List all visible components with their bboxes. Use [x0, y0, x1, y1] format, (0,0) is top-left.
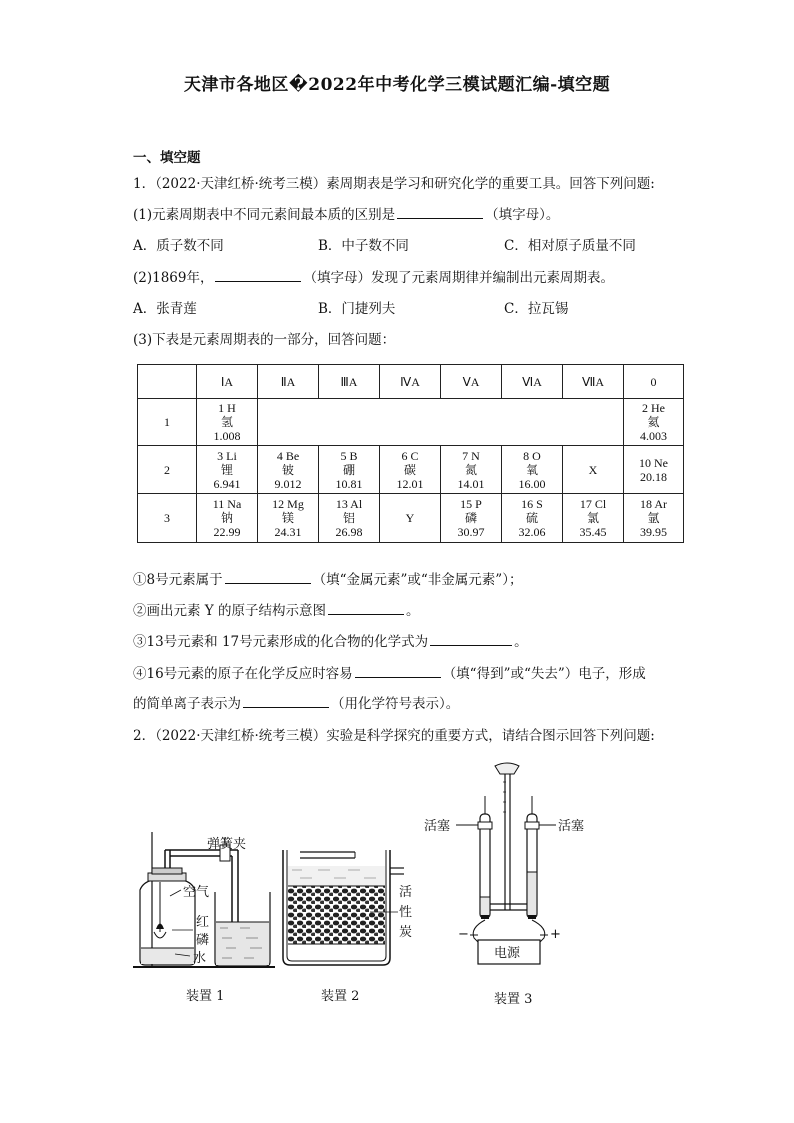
document-title: 天津市各地区�2022年中考化学三模试题汇编-填空题 — [183, 75, 611, 95]
activated-carbon-label-2: 性 — [399, 905, 413, 920]
element-symbol: 3 Li — [217, 448, 237, 463]
element-name: 氧 — [525, 462, 538, 477]
q1-part1-option-b: B．中子数不同 — [318, 238, 409, 254]
element-symbol: 13 Al — [335, 497, 363, 511]
element-mass: 20.18 — [640, 469, 667, 484]
element-cell — [319, 494, 380, 543]
apparatus-diagram — [0, 752, 794, 1012]
q1-part2-option-c: C．拉瓦锡 — [504, 301, 569, 317]
element-name: 碳 — [403, 462, 416, 477]
group-header: ⅡA — [258, 365, 319, 399]
element-cell — [197, 399, 258, 446]
element-symbol: 8 O — [523, 448, 541, 463]
q1-sub5-suffix: （用化学符号表示）。 — [331, 696, 460, 712]
red-phosphorus-label-1: 红 — [196, 915, 210, 930]
answer-blank[interactable] — [328, 602, 404, 615]
table-corner — [138, 365, 197, 399]
element-cell — [441, 446, 502, 494]
element-name: 磷 — [464, 511, 477, 525]
element-cell — [563, 446, 624, 494]
group-header: ⅣA — [380, 365, 441, 399]
element-cell — [502, 494, 563, 543]
spring-clip-label: 弹簧夹 — [207, 837, 247, 852]
element-cell — [563, 494, 624, 543]
q1-part2-text: (2)1869年， — [133, 270, 214, 286]
period-label: 2 — [138, 446, 197, 494]
element-mass: 39.95 — [640, 525, 667, 539]
element-cell — [380, 494, 441, 543]
answer-blank[interactable] — [243, 695, 329, 708]
period-label: 1 — [138, 399, 197, 446]
element-cell — [624, 399, 684, 446]
element-symbol: 11 Na — [212, 497, 242, 511]
answer-blank[interactable] — [225, 571, 311, 584]
element-name: 铍 — [281, 462, 294, 477]
water-label: 水 — [193, 951, 207, 966]
element-symbol: 1 H — [218, 401, 236, 415]
q1-sub5 — [133, 692, 459, 712]
valve-right-label: 活塞 — [558, 819, 585, 834]
air-label: 空气 — [183, 885, 210, 900]
device-3 — [424, 763, 584, 964]
element-cell — [319, 446, 380, 494]
q1-sub3-text: ③13号元素和 17号元素形成的化合物的化学式为 — [133, 634, 429, 650]
element-cell — [624, 494, 684, 543]
element-symbol: 15 P — [460, 497, 482, 511]
element-cell — [441, 494, 502, 543]
element-symbol: 2 He — [642, 401, 665, 415]
element-symbol: 6 C — [401, 448, 419, 463]
element-cell — [380, 446, 441, 494]
element-symbol: 12 Mg — [272, 497, 304, 511]
element-cell — [197, 446, 258, 494]
group-header: ⅤA — [441, 365, 502, 399]
element-symbol: Y — [405, 511, 415, 525]
q1-part2 — [133, 266, 614, 286]
element-mass: 1.008 — [213, 429, 241, 443]
element-name: 氩 — [647, 511, 660, 525]
element-mass: 9.012 — [274, 476, 302, 491]
q1-part1-suffix: （填字母）。 — [485, 207, 560, 223]
element-name: 铝 — [342, 511, 355, 525]
element-cell — [258, 446, 319, 494]
element-mass: 4.003 — [640, 429, 667, 443]
group-header: ⅢA — [319, 365, 380, 399]
element-symbol: 5 B — [340, 448, 358, 463]
answer-blank[interactable] — [355, 665, 441, 678]
q1-part3: (3)下表是元素周期表的一部分，回答问题： — [133, 332, 396, 348]
element-mass: 24.31 — [274, 525, 302, 539]
element-name: 氢 — [220, 415, 233, 429]
positive-terminal-label: + — [550, 927, 561, 942]
device-1-caption: 装置 1 — [186, 989, 225, 1004]
element-name: 镁 — [281, 511, 294, 525]
element-mass: 14.01 — [457, 476, 485, 491]
element-mass: 6.941 — [213, 476, 241, 491]
element-name: 锂 — [220, 462, 233, 477]
valve-left-label: 活塞 — [424, 819, 451, 834]
answer-blank[interactable] — [430, 633, 512, 646]
periodic-table — [137, 364, 684, 543]
element-mass: 32.06 — [518, 525, 546, 539]
element-mass: 35.45 — [579, 525, 607, 539]
q1-sub5-text: 的简单离子表示为 — [133, 696, 241, 712]
element-symbol: 17 Cl — [579, 497, 607, 511]
element-mass: 16.00 — [518, 476, 546, 491]
q1-part1-option-c: C．相对原子质量不同 — [504, 238, 636, 254]
element-symbol: X — [588, 462, 598, 477]
q1-sub1-suffix: （填“金属元素”或“非金属元素”）； — [312, 572, 523, 588]
activated-carbon-label-3: 炭 — [399, 925, 413, 940]
element-cell — [197, 494, 258, 543]
q1-stem: 1．（2022·天津红桥·统考三模）素周期表是学习和研究化学的重要工具。回答下列问题: — [133, 176, 655, 192]
q1-sub4-text: ④16号元素的原子在化学反应时容易 — [133, 666, 353, 682]
element-symbol: 18 Ar — [640, 497, 667, 511]
element-name: 硼 — [342, 462, 355, 477]
q1-sub2-text: ②画出元素 Y 的原子结构示意图 — [133, 603, 326, 619]
red-phosphorus-label-2: 磷 — [196, 933, 210, 948]
q1-sub4 — [133, 662, 646, 682]
device-2-caption: 装置 2 — [321, 989, 360, 1004]
device-1 — [133, 832, 275, 967]
power-supply-label: 电源 — [494, 946, 521, 961]
table-gap — [258, 399, 624, 446]
element-mass: 30.97 — [457, 525, 485, 539]
element-mass: 22.99 — [213, 525, 241, 539]
q1-part2-suffix: （填字母）发现了元素周期律并编制出元素周期表。 — [303, 270, 614, 286]
element-symbol: 7 N — [462, 448, 480, 463]
element-name: 氦 — [647, 415, 660, 429]
q1-sub1-text: ①8号元素属于 — [133, 572, 223, 588]
device-3-caption: 装置 3 — [494, 992, 533, 1007]
q1-sub4-suffix: （填“得到”或“失去”）电子，形成 — [442, 666, 646, 682]
q1-sub3 — [133, 630, 528, 650]
q1-sub2 — [133, 599, 420, 619]
element-name: 氮 — [464, 462, 477, 477]
element-name: 氯 — [586, 511, 599, 525]
q1-part1 — [133, 203, 559, 223]
q1-part1-option-a: A．质子数不同 — [133, 238, 224, 254]
device-2 — [283, 850, 412, 965]
element-symbol: 10 Ne — [639, 455, 668, 470]
group-header: ⅠA — [197, 365, 258, 399]
group-header: ⅥA — [502, 365, 563, 399]
q1-sub1 — [133, 568, 522, 588]
element-symbol: 16 S — [521, 497, 543, 511]
answer-blank[interactable] — [215, 269, 301, 282]
q1-sub3-suffix: 。 — [514, 634, 528, 650]
q1-part2-option-b: B．门捷列夫 — [318, 301, 396, 317]
element-symbol: 4 Be — [276, 448, 300, 463]
element-cell — [624, 446, 684, 494]
q2-stem: 2．（2022·天津红桥·统考三模）实验是科学探究的重要方式，请结合图示回答下列问题: — [133, 728, 655, 744]
q1-part2-option-a: A．张青莲 — [133, 301, 197, 317]
element-cell — [502, 446, 563, 494]
group-header: ⅦA — [563, 365, 624, 399]
element-cell — [258, 494, 319, 543]
group-header: 0 — [624, 365, 684, 399]
q1-part1-text: (1)元素周期表中不同元素间最本质的区别是 — [133, 207, 396, 223]
negative-terminal-label: − — [458, 927, 469, 942]
element-name: 硫 — [525, 511, 538, 525]
q1-sub2-suffix: 。 — [406, 603, 420, 619]
answer-blank[interactable] — [397, 206, 483, 219]
element-mass: 26.98 — [335, 525, 363, 539]
element-name: 钠 — [220, 511, 233, 525]
element-mass: 10.81 — [335, 476, 363, 491]
period-label: 3 — [138, 494, 197, 543]
activated-carbon-label-1: 活 — [399, 885, 413, 900]
section-heading: 一、填空题 — [133, 150, 201, 166]
element-mass: 12.01 — [396, 476, 424, 491]
experiment-figures — [0, 752, 794, 1012]
